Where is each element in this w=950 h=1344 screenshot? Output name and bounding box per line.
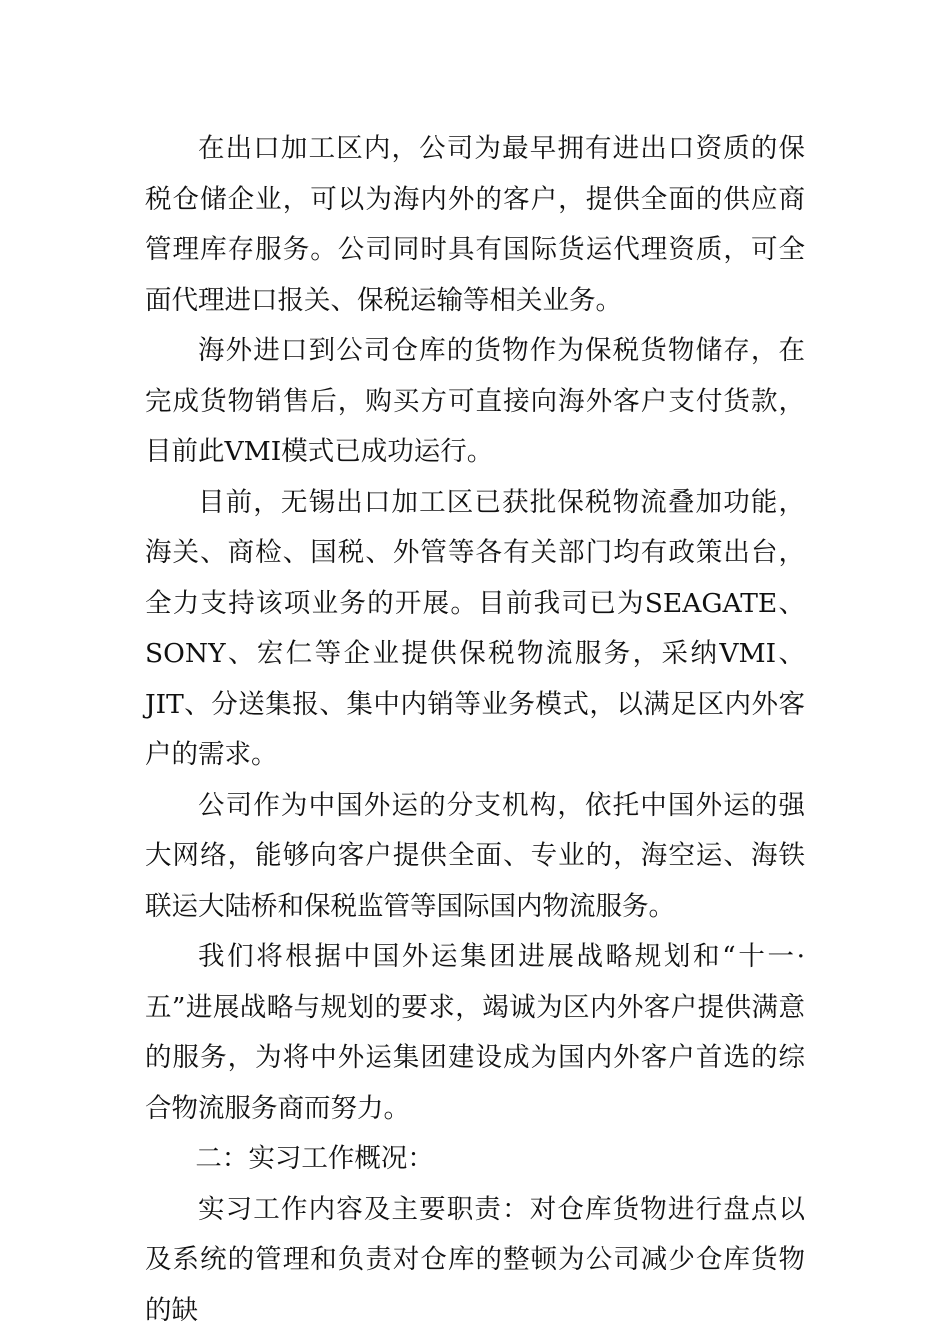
paragraph-strategy-plan: 我们将根据中国外运集团进展战略规划和“十一·五”进展战略与规划的要求，竭诚为区内外客户提供满意的服务，为将中外运集团建设成为国内外客户首选的综合物流服务商而努力。 (145, 941, 805, 1124)
paragraph-bonded-warehouse: 在出口加工区内，公司为最早拥有进出口资质的保税仓储企业，可以为海内外的客户，提供全面的供应商管理库存服务。公司同时具有国际货运代理资质，可全面代理进口报关、保税运输等相关业务。 (145, 133, 805, 316)
paragraph-internship-duties: 实习工作内容及主要职责：对仓库货物进行盘点以及系统的管理和负责对仓库的整顿为公司减少仓库货物的缺 (145, 1193, 805, 1326)
paragraph-vmi-mode: 海外进口到公司仓库的货物作为保税货物储存，在完成货物销售后，购买方可直接向海外客户支付货款，目前此VMI模式已成功运行。 (145, 335, 805, 467)
section-heading: 二：实习工作概况： (195, 1143, 434, 1174)
document-body (145, 124, 805, 1336)
paragraph-bonded-logistics: 目前，无锡出口加工区已获批保税物流叠加功能，海关、商检、国税、外管等各有关部门均有政策出台，全力支持该项业务的开展。目前我司已为SEAGATE、SONY、宏仁等企业提供保税物流服务，采纳VMI、JIT、分送集报、集中内销等业务模式，以满足区内外客户的需求。 (145, 486, 805, 770)
paragraph-sinotrans-branch: 公司作为中国外运的分支机构，依托中国外运的强大网络，能够向客户提供全面、专业的，海空运、海铁联运大陆桥和保税监管等国际国内物流服务。 (145, 789, 805, 922)
